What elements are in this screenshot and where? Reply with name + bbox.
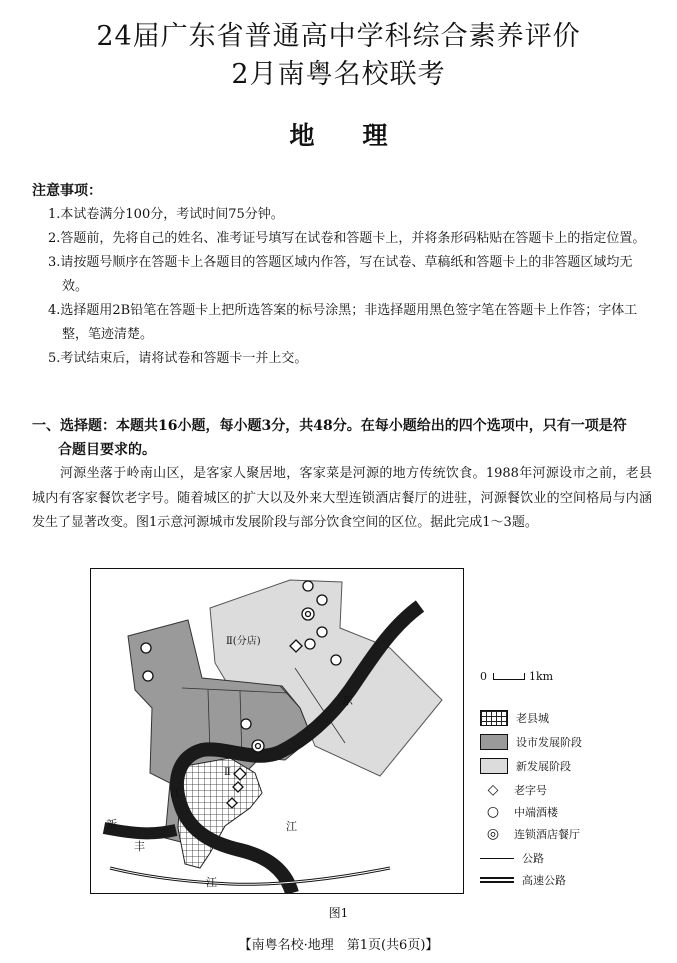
- legend-label: 连锁酒店餐厅: [514, 828, 580, 841]
- notice-heading: 注意事项：: [32, 183, 102, 199]
- restaurant-circle-icon: [303, 581, 313, 591]
- section-heading-line1: 一、选择题：本题共16小题，每小题3分，共48分。在每小题给出的四个选项中，只有一项是符: [32, 418, 627, 434]
- river-label: 江: [206, 876, 217, 889]
- legend-label: 新发展阶段: [516, 760, 571, 773]
- grid-pattern-icon: [480, 710, 508, 726]
- restaurant-circle-icon: [143, 671, 153, 681]
- dark-gray-fill-icon: [480, 734, 508, 750]
- thin-line-icon: [480, 858, 514, 859]
- figure-caption: 图1: [328, 906, 349, 920]
- notice-item: 1.本试卷满分100分，考试时间75分钟。: [48, 207, 284, 222]
- restaurant-circle-icon: [141, 643, 151, 653]
- restaurant-circle-icon: [305, 639, 315, 649]
- river-label: 江: [286, 820, 297, 833]
- exam-title-line2: 2月南粤名校联考: [231, 59, 446, 90]
- legend-item: [480, 710, 549, 726]
- legend-item: [480, 804, 558, 820]
- river-label: 东: [342, 694, 353, 707]
- section-heading: [32, 414, 652, 462]
- notice-item: 5.考试结束后，请将试卷和答题卡一并上交。: [48, 351, 308, 366]
- section-heading-line2: 合题目要求的。: [58, 442, 156, 458]
- legend-label: 中端酒楼: [514, 806, 558, 819]
- double-circle-icon: ◎: [486, 826, 500, 842]
- notice-item: 2.答题前，先将自己的姓名、准考证号填写在试卷和答题卡上，并将条形码粘贴在答题卡上的指定位置。: [48, 231, 646, 246]
- legend-label: 设市发展阶段: [516, 736, 582, 749]
- legend-item: [480, 782, 547, 798]
- notice-item: 4.选择题用2B铅笔在答题卡上把所选答案的标号涂黑；非选择题用黑色签字笔在答题卡上作答；字体工整，笔迹清楚。: [48, 303, 638, 342]
- branch-label: Ⅱ(分店): [226, 636, 261, 647]
- notice-list: [32, 203, 652, 371]
- light-gray-fill-icon: [480, 758, 508, 774]
- restaurant-circle-icon: [317, 595, 327, 605]
- notice-item: 3.请按题号顺序在答题卡上各题目的答题区域内作答，写在试卷、草稿纸和答题卡上的非答题区域均无效。: [48, 255, 633, 294]
- diamond-icon: ◇: [487, 782, 499, 798]
- legend-label: 公路: [522, 852, 544, 865]
- page-footer: 【南粤名校·地理 第1页(共6页)】: [238, 938, 439, 953]
- exam-title-line1: 24届广东省普通高中学科综合素养评价: [96, 21, 581, 52]
- restaurant-circle-icon: [241, 719, 251, 729]
- legend-item: [480, 826, 580, 842]
- river-label: 江: [170, 786, 181, 799]
- scale-bar: [480, 668, 553, 684]
- subject-title: 地理: [289, 121, 436, 150]
- scale-zero: 0: [480, 669, 487, 683]
- legend-item: [480, 758, 571, 774]
- restaurant-circle-icon: [331, 655, 341, 665]
- legend-item: [480, 872, 566, 888]
- legend-label: 老县城: [516, 712, 549, 725]
- restaurant-circle-icon: [317, 627, 327, 637]
- legend-item: [480, 734, 582, 750]
- river-label: 丰: [134, 840, 145, 853]
- legend-label: 高速公路: [522, 874, 566, 887]
- double-line-icon: [480, 877, 514, 883]
- question-stem: 河源坐落于岭南山区，是客家人聚居地，客家菜是河源的地方传统饮食。1988年河源设市之前，老县城内有客家餐饮老字号。随着城区的扩大以及外来大型连锁酒店餐厅的进驻，河源餐饮业的空间格局与内涵发生了显著改变。图1示意河源城市发展阶段与部分饮食空间的区位。据此完成1～3题。: [32, 466, 652, 530]
- map-figure: [90, 568, 464, 894]
- legend-label: 老字号: [514, 784, 547, 797]
- river-label: 新: [106, 818, 117, 831]
- scale-unit: 1km: [529, 669, 554, 683]
- old-store-label: Ⅱ: [224, 767, 231, 778]
- legend-item: [480, 850, 544, 866]
- circle-icon: ○: [486, 804, 500, 820]
